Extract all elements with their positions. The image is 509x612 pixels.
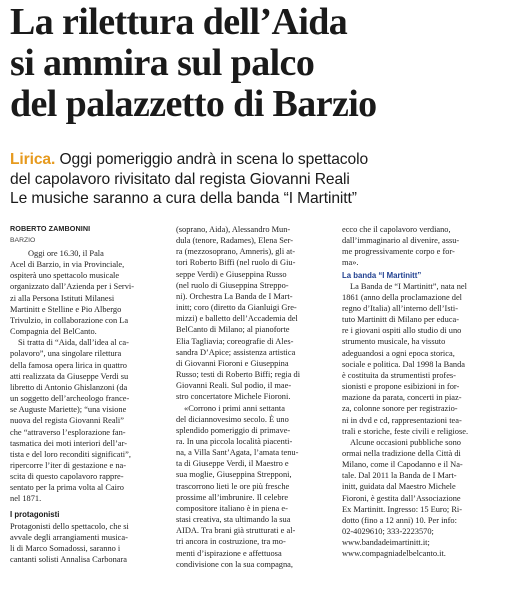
article-column-2 — [176, 224, 336, 570]
text-line: 02-4029610; 333-2223570; — [342, 527, 434, 537]
text-line: regno d’Italia) all’interno dell’Isti- — [342, 303, 459, 313]
text-line: Milano, come il Capodanno e il Na- — [342, 460, 463, 470]
text-line: Compagnia del BelCanto. — [10, 327, 97, 337]
text-line: re i giovani ospiti allo studio di uno — [342, 326, 462, 336]
summary-line — [10, 150, 506, 170]
text-line: Ex Martinitt. Ingresso: 15 Euro; Ri- — [342, 504, 463, 514]
summary — [10, 150, 506, 209]
text-line: Elia Tagliavia; coreografie di Ales- — [176, 336, 294, 346]
text-line: tista e del loro reconditi significati”, — [10, 449, 131, 459]
section-kicker: Lirica. — [10, 151, 56, 168]
text-line: Fioroni, è gestita dall’Associazione — [342, 493, 461, 503]
text-line: www.bandadeimartinitt.it; — [342, 538, 430, 548]
column-body — [342, 281, 502, 560]
text-line: Oggi ore 16.30, il Pala — [28, 249, 104, 258]
text-line: «Corrono i primi anni settanta — [184, 403, 285, 413]
summary-line: Le musiche saranno a cura della banda “I Martinitt” — [10, 190, 357, 207]
text-line: strumento musicale, ha vissuto — [342, 337, 446, 347]
headline-line: La rilettura dell’Aida — [10, 2, 348, 43]
text-line: dula (tenore, Radames), Elena Ser- — [176, 236, 294, 246]
text-line: AIDA. Tra brani già strutturati e al- — [176, 526, 296, 536]
subheading-protagonisti: I protagonisti — [10, 509, 60, 519]
text-line: tori Roberto Biffi (nel ruolo di Giu- — [176, 258, 296, 268]
text-line: prossime all’imbrunire. Il celebre — [176, 492, 289, 502]
text-line: è costituita da strumentisti profes- — [342, 370, 456, 380]
text-line: della famosa opera lirica in quattro — [10, 360, 127, 370]
text-line: condivisione con la sua compagna, — [176, 559, 293, 569]
article-column-1 — [10, 248, 170, 565]
text-line: tale. Dal 2011 la Banda de I Mart- — [342, 471, 457, 481]
text-line: zi alla Persona Istituti Milanesi — [10, 293, 115, 303]
text-line: Russo; testi di Roberto Biffi; regia di — [176, 370, 301, 380]
text-line: sociale e politica. Dal 1998 la Banda — [342, 359, 466, 369]
headline — [10, 2, 505, 125]
text-line: nuova del regista Giovanni Reali” — [10, 416, 124, 426]
text-line: ra (mezzosoprano, Amneris), gli at- — [176, 247, 296, 257]
text-line: che “attraverso l’esplorazione fan- — [10, 427, 126, 437]
text-line: mazione da parata, concerti in piaz- — [342, 393, 462, 403]
text-line: La Banda de “I Martinitt”, nata nel — [350, 281, 467, 291]
text-line: mizzi) e balletto dell’Accademia del — [176, 314, 298, 324]
column-body — [176, 224, 336, 570]
text-line: BelCanto di Milano; al pianoforte — [176, 325, 290, 335]
text-line: dotto (fino a 12 anni) 10. Per info: — [342, 515, 457, 525]
text-line: ta di Giuseppe Verdi, il Maestro e — [176, 459, 289, 469]
text-line: scita di questo capolavoro rappre- — [10, 472, 124, 482]
text-line: ni). Orchestra La Banda de I Mart- — [176, 291, 293, 301]
text-line: ni in dvd e cd, rappresentazioni tea- — [342, 415, 462, 425]
text-line: trascorrono lieti le ore più fresche — [176, 481, 290, 491]
text-line: na, a Villa Sant’Agata, l’amata tenu- — [176, 448, 299, 458]
text-line: cantanti solisti Annalisa Carbonara — [10, 555, 127, 565]
text-line: splendido pomeriggio di primave- — [176, 425, 291, 435]
dateline-place: BARZIO — [10, 237, 36, 244]
text-line: sentato per la prima volta al Cairo — [10, 483, 124, 493]
text-line: ma». — [342, 258, 359, 268]
text-line: stasi creativa, sta ultimando la sua — [176, 515, 291, 525]
text-line: me progressivamente corpo e for- — [342, 247, 455, 257]
headline-line: del palazzetto di Barzio — [10, 84, 377, 125]
text-line: atti realizzata da Giuseppe Verdi su — [10, 371, 129, 381]
subheading-banda: La banda “I Martinitt” — [342, 270, 422, 280]
text-line: Protagonisti dello spettacolo, che si — [10, 521, 129, 531]
text-line: tri ancora in costruzione, tra mo- — [176, 537, 286, 547]
text-line: (soprano, Aida), Alessandro Mun- — [176, 225, 291, 234]
summary-line: del capolavoro rivisitato dal regista Giovanni Reali — [10, 170, 350, 188]
text-line: ecco che il capolavoro verdiano, — [342, 225, 451, 234]
text-line: Martinitt e Stelline e Pio Albergo — [10, 304, 122, 314]
text-line: Acel di Barzio, in via Provinciale, — [10, 260, 125, 270]
text-line: menti d’ispirazione e affettuosa — [176, 548, 282, 558]
summary-text: Oggi pomeriggio andrà in scena lo spettacolo — [55, 151, 369, 168]
text-line: di Giovanni Fioroni e Giuseppina — [176, 358, 289, 368]
text-line: seppe Verdi) e Giuseppina Russo — [176, 269, 287, 279]
text-line: li di Marco Somadossi, saranno i — [10, 543, 121, 553]
text-line: Si tratta di “Aida, dall’idea al ca- — [18, 338, 129, 348]
text-line: tuto Martinitt di Milano per educa- — [342, 315, 459, 325]
headline-line: si ammira sul palco — [10, 43, 315, 84]
column-body — [10, 248, 170, 505]
text-line: dall’immaginario al divenire, assu- — [342, 236, 460, 246]
text-line: Alcune occasioni pubbliche sono — [350, 437, 461, 447]
text-line: sua moglie, Giuseppina Strepponi, — [176, 470, 292, 480]
text-line: del diciannovesimo secolo. È uno — [176, 414, 289, 424]
text-line: ospiterà uno spettacolo musicale — [10, 271, 120, 281]
text-line: adeguandosi a ogni epoca storica, — [342, 348, 455, 358]
text-line: Giovanni Reali. Sul podio, il mae- — [176, 381, 292, 391]
text-line: stro concertatore Michele Fioroni. — [176, 392, 291, 402]
column-body — [342, 224, 502, 269]
text-line: sionisti e propone esibizioni in for- — [342, 382, 460, 392]
text-line: avvale degli arrangiamenti musica- — [10, 532, 128, 542]
text-line: un soggetto dell’archeologo france- — [10, 394, 130, 404]
text-line: trali e storiche, feste civili e religiose. — [342, 426, 469, 436]
text-line: ripercorre l’iter di gestazione e na- — [10, 460, 127, 470]
text-line: initt; coro (diretto da Gianluigi Gre- — [176, 303, 297, 313]
text-line: organizzato dall’Azienda per i Servi- — [10, 282, 135, 292]
text-line: se Auguste Mariette); “una visione — [10, 405, 127, 415]
text-line: (nel ruolo di Giuseppina Streppo- — [176, 280, 289, 290]
text-line: tasmatica dei moti interiori dell’ar- — [10, 438, 128, 448]
text-line: Trivulzio, in collaborazione con La — [10, 315, 129, 325]
column-body — [10, 521, 170, 566]
text-line: initt, guidata dal Maestro Michele — [342, 482, 456, 492]
text-line: 1861 (anno della proclamazione del — [342, 292, 462, 302]
text-line: ormai nella tradizione della Città di — [342, 448, 461, 458]
text-line: compositore italiano è in piena e- — [176, 503, 288, 513]
author-byline: ROBERTO ZAMBONINI — [10, 224, 91, 233]
text-line: sandra D’Apice; assistenza artistica — [176, 347, 296, 357]
text-line: ra. In una piccola località piacenti- — [176, 436, 293, 446]
text-line: za, colonne sonore per registrazio- — [342, 404, 458, 414]
text-line: polavoro”, una singolare rilettura — [10, 349, 122, 359]
article-column-3 — [342, 224, 502, 560]
text-line: nel 1871. — [10, 494, 42, 504]
text-line: www.compagniadelbelcanto.it. — [342, 549, 446, 559]
text-line: libretto di Antonio Ghislanzoni (da — [10, 382, 128, 392]
